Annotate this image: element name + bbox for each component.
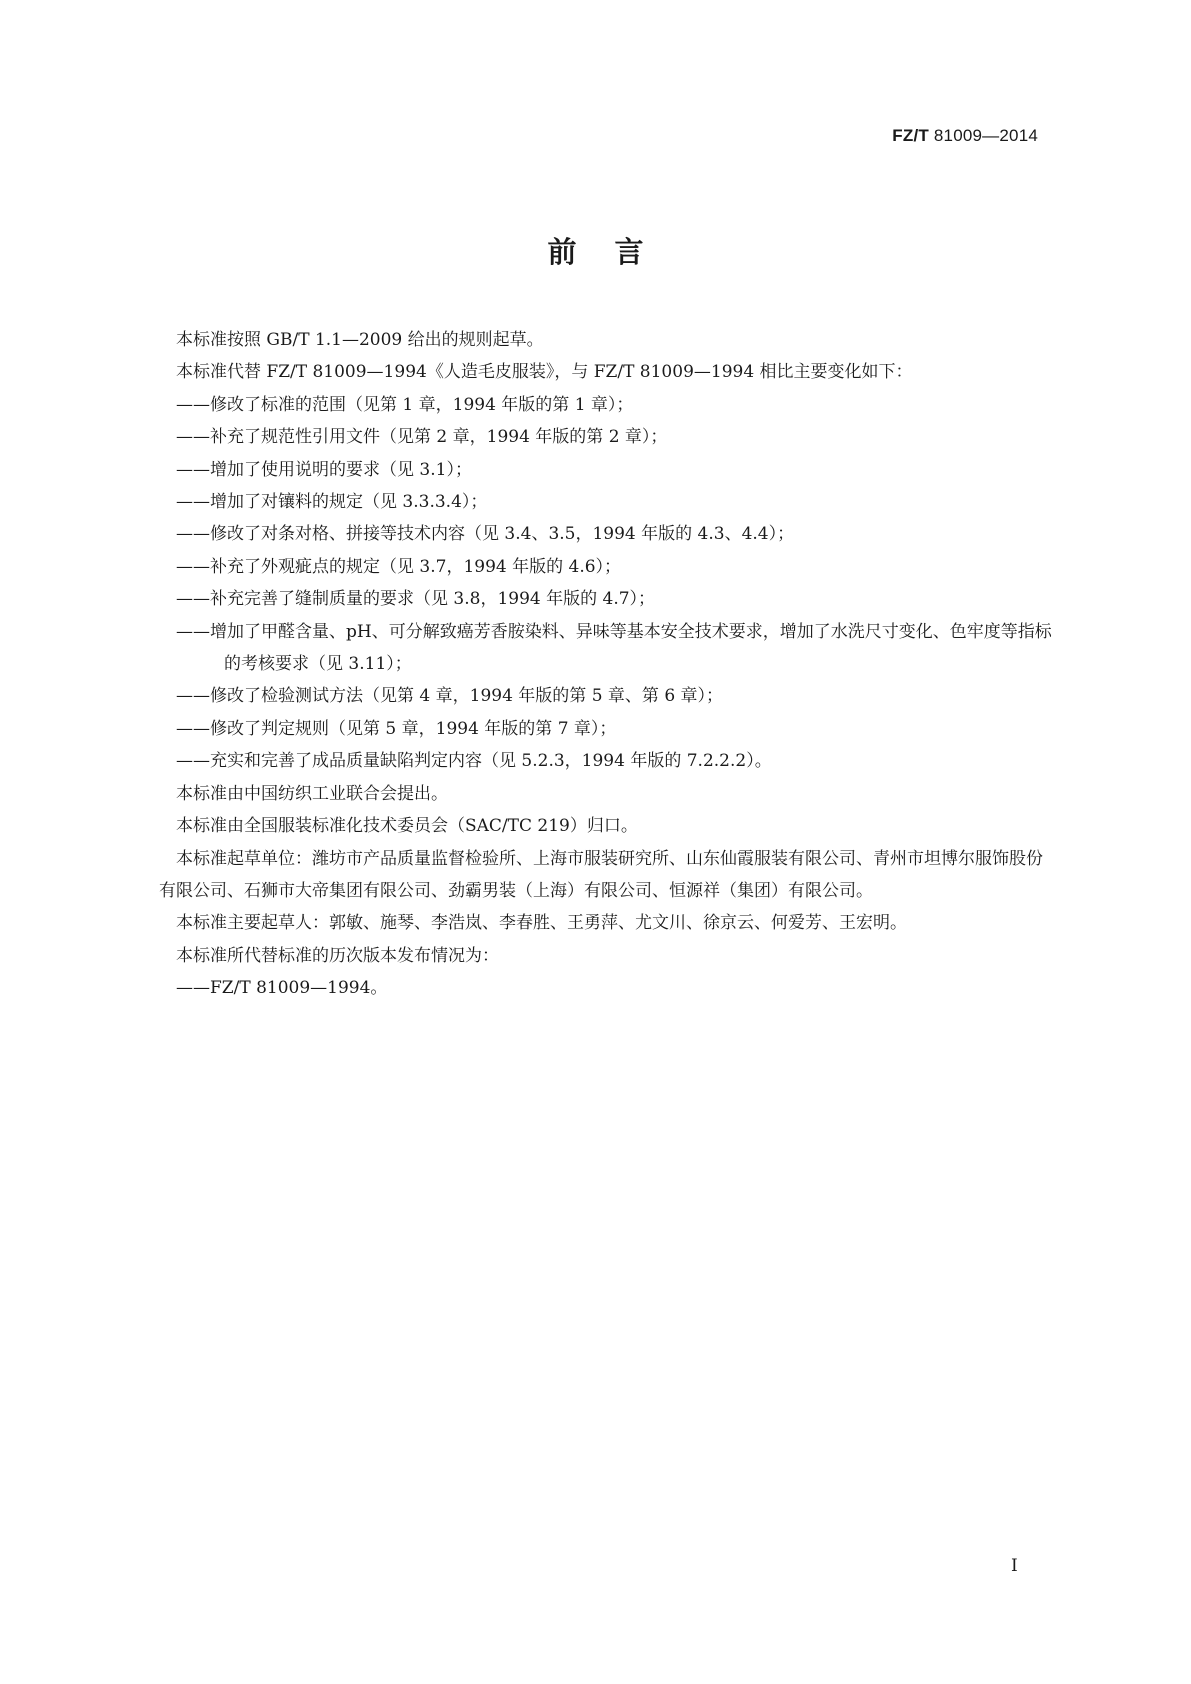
preface-body [159, 324, 1058, 1005]
paragraph: 本标准所代替标准的历次版本发布情况为： [176, 945, 499, 966]
list-item: ——修改了检验测试方法（见第 4 章，1994 年版的第 5 章、第 6 章）； [176, 686, 724, 707]
list-item: ——增加了使用说明的要求（见 3.1）； [176, 459, 472, 480]
standard-code-number: 81009—2014 [928, 126, 1038, 145]
list-item: ——修改了对条对格、拼接等技术内容（见 3.4、3.5，1994 年版的 4.3、4.4）； [176, 524, 795, 545]
list-item: ——修改了标准的范围（见第 1 章，1994 年版的第 1 章）； [176, 394, 634, 415]
page-title: 前言 [547, 235, 682, 269]
list-item: ——修改了判定规则（见第 5 章，1994 年版的第 7 章）； [176, 718, 617, 739]
drafters-paragraph: 本标准主要起草人：郭敏、施琴、李浩岚、李春胜、王勇萍、尤文川、徐京云、何爱芳、王宏明。 [176, 913, 907, 934]
list-item: ——FZ/T 81009—1994。 [176, 978, 388, 999]
history-list [176, 972, 1058, 1004]
standard-code [892, 126, 1038, 146]
standard-code-prefix: FZ/T [892, 126, 929, 145]
paragraph: 本标准代替 FZ/T 81009—1994《人造毛皮服装》，与 FZ/T 81009—1994 相比主要变化如下： [176, 362, 913, 383]
paragraph: 本标准由全国服装标准化技术委员会（SAC/TC 219）归口。 [176, 816, 638, 837]
page-number: I [1011, 1556, 1018, 1576]
paragraph: 本标准按照 GB/T 1.1—2009 给出的规则起草。 [176, 330, 544, 350]
list-item: ——充实和完善了成品质量缺陷判定内容（见 5.2.3，1994 年版的 7.2.2.2）。 [176, 751, 772, 772]
list-item: ——增加了对镶料的规定（见 3.3.3.4）； [176, 492, 488, 513]
list-item: ——补充完善了缝制质量的要求（见 3.8，1994 年版的 4.7）； [176, 589, 656, 610]
list-item: ——补充了规范性引用文件（见第 2 章，1994 年版的第 2 章）； [176, 427, 668, 448]
list-item: ——补充了外观疵点的规定（见 3.7，1994 年版的 4.6）； [176, 556, 622, 577]
changes-list [176, 389, 1058, 778]
list-item: ——增加了甲醛含量、pH、可分解致癌芳香胺染料、异味等基本安全技术要求，增加了水洗尺寸变化、色牢度等指标的考核要求（见 3.11）； [176, 621, 1052, 675]
drafting-units-paragraph: 本标准起草单位：潍坊市产品质量监督检验所、上海市服装研究所、山东仙霞服装有限公司、青州市坦博尔服饰股份有限公司、石狮市大帝集团有限公司、劲霸男装（上海）有限公司、恒源祥（集团）有限公司。 [159, 848, 1043, 901]
paragraph: 本标准由中国纺织工业联合会提出。 [176, 783, 448, 804]
